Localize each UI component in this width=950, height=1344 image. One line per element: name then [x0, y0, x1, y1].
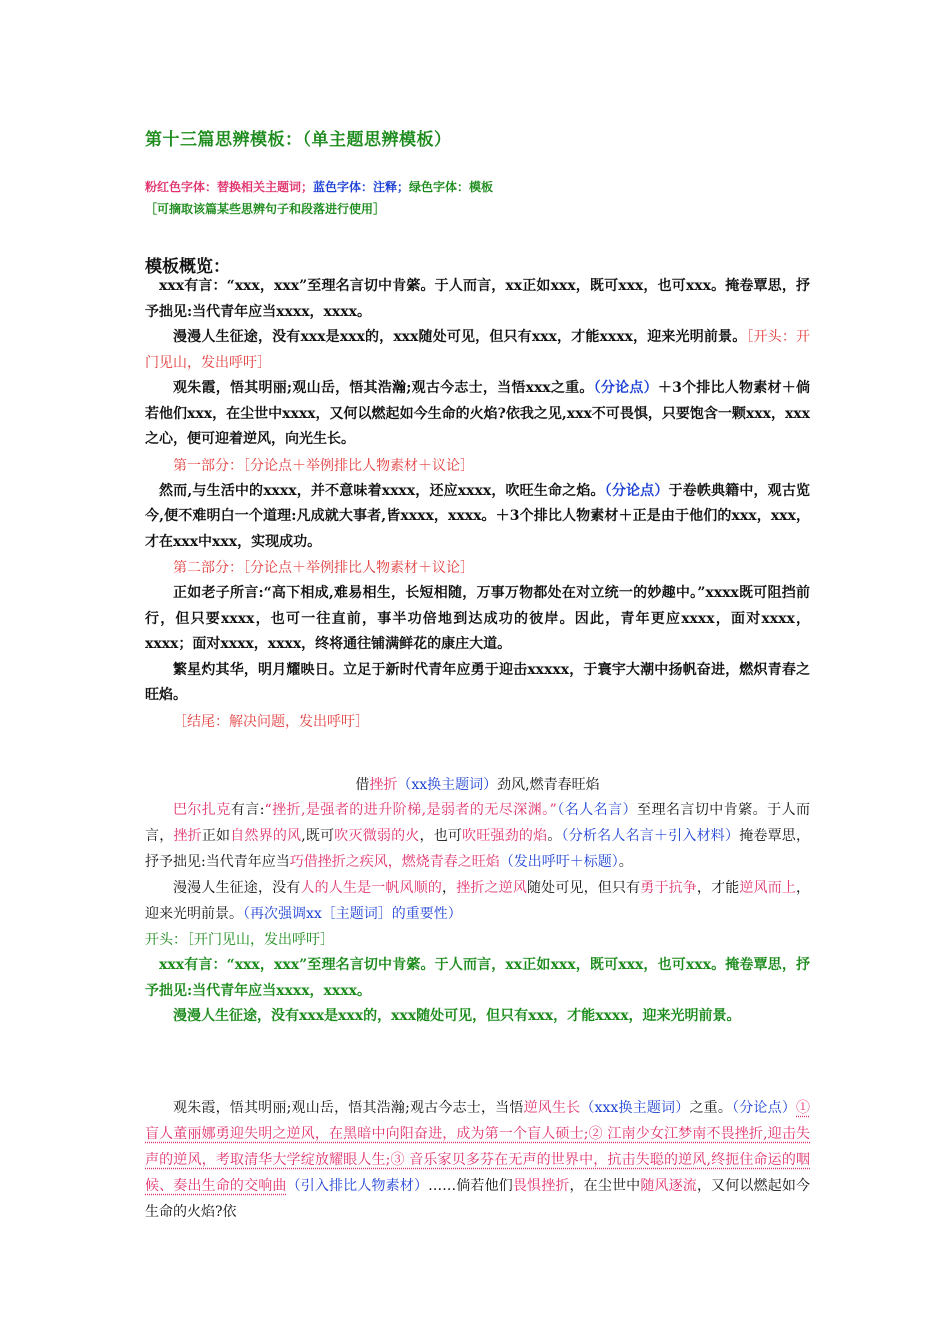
e2-t4: ，才能	[696, 880, 740, 896]
example-p2	[145, 875, 810, 927]
e1-t6: 。	[547, 828, 562, 844]
e1-t3: 正如	[201, 828, 231, 844]
overview-section	[145, 274, 810, 735]
e1-t4: ,既可	[301, 828, 335, 844]
overview-ending: ［结尾：解决问题，发出呼吁］	[173, 713, 369, 730]
e1-pink3: 挫折	[173, 828, 202, 844]
overview-p4-b: 于卷帙典籍中，观古览今,便不难明白一个道理:凡成就大事者,皆xxxx，xxxx。＋3个排比人物素材＋正是由于他们的xxx，xxx，才在xxx中xxx，实现成功。	[145, 482, 810, 550]
example-title	[145, 772, 810, 798]
overview-p1: xxx有言：“xxx，xxx”至理名言切中肯綮。于人而言，xx正如xxx，既可xxx，也可xxx。掩卷覃思，抒予拙见:当代青年应当xxxx，xxxx。	[145, 278, 810, 320]
e2-pink4: 逆风而上	[739, 880, 797, 896]
overview-p2-note: ［开头：开门见山，发出呼吁］	[145, 329, 811, 371]
example-p1	[145, 797, 810, 875]
e2-blue1: （再次强调xx［主题词］的重要性）	[243, 906, 462, 922]
e1-pink7: 巧借挫折之疾风，燃烧青春之旺焰	[289, 854, 500, 870]
e2-t5: ，迎来光明前景。	[145, 880, 811, 922]
overview-p3-note: （分论点）	[593, 380, 658, 396]
example-section	[145, 797, 810, 1030]
green-template-p2: 漫漫人生征途，没有xxx是xxx的，xxx随处可见，但只有xxx，才能xxxx，迎来光明前景。	[173, 1008, 741, 1024]
e1-t1: 有言:	[230, 802, 265, 818]
example-title-blue: （xx换主题词）	[397, 777, 498, 793]
e1-t7: 掩卷覃思，抒予拙见:当代青年应当	[145, 828, 810, 870]
e3-t3: ……倘若他们	[428, 1178, 513, 1194]
example-title-pink: 挫折	[369, 777, 398, 793]
example-section-2	[145, 1095, 810, 1225]
overview-p4-a: 然而,与生活中的xxxx，并不意味着xxxx，还应xxxx，吹旺生命之焰。	[159, 482, 605, 499]
overview-p6: 繁星灼其华，明月耀映日。立足于新时代青年应勇于迎击xxxxx，于寰宇大潮中扬帆奋进，燃炽青春之旺焰。	[145, 661, 810, 703]
overview-p3-b: ＋3个排比人物素材＋倘若他们xxx，在尘世中xxxx，又何以燃起如今生命的火焰?依我之见,xxx不可畏惧，只要饱含一颗xxx，xxx之心，便可迎着逆风，向光生长。	[145, 380, 811, 447]
color-legend	[145, 176, 810, 220]
legend-green: 绿色字体：模板	[409, 180, 494, 194]
overview-p4-note: （分论点）	[604, 482, 669, 499]
e1-t2: 至理名言切中肯綮。于人而言，	[145, 802, 811, 844]
legend-note: ［可摘取该篇某些思辨句子和段落进行使用］	[145, 202, 386, 216]
overview-heading: 模板概览：	[145, 257, 230, 277]
overview-p4	[145, 479, 810, 556]
e1-pink1: 巴尔扎克	[173, 802, 231, 818]
e1-t5: ，也可	[419, 828, 463, 844]
overview-p2-text: 漫漫人生征途，没有xxx是xxx的，xxx随处可见，但只有xxx，才能xxxx，迎来光明前景。	[173, 329, 747, 345]
example-title-b: 劲风,燃青春旺焰	[497, 777, 600, 793]
e3-t2: 之重。	[689, 1100, 733, 1116]
e2-t1: 漫漫人生征途，没有	[173, 880, 301, 896]
e1-blue3: （发出呼吁＋标题）	[499, 854, 619, 870]
example-p3	[145, 1095, 810, 1225]
overview-part2: 第二部分：［分论点＋举例排比人物素材＋议论］	[173, 560, 474, 576]
e1-t8: 。	[618, 854, 633, 870]
e1-pink6: 吹旺强劲的焰	[462, 828, 548, 844]
e3-pink2: ①盲人董丽娜勇迎失明之逆风，在黑暗中向阳奋进，成为第一个盲人硕士;② 江南少女江梦南不畏挫折,迎击失声的逆风，考取清华大学绽放耀眼人生;③ 音乐家贝多芬在无声的世界中，抗击失聪的逆风,终扼住命运的咽候、奏出生命的交响曲	[145, 1100, 811, 1194]
e2-t3: 随处可见，但只有	[527, 880, 641, 896]
e1-pink5: 吹灭微弱的火	[334, 828, 420, 844]
overview-p2	[145, 325, 810, 376]
e2-pink1: 人的人生是一帆风顺的	[300, 880, 443, 896]
overview-p3	[145, 376, 810, 453]
legend-pink: 粉红色字体：替换相关主题词；	[145, 180, 314, 194]
e3-blue1: （xxx换主题词）	[580, 1100, 690, 1116]
e3-t1: 观朱霞，悟其明丽;观山岳，悟其浩瀚;观古今志士，当悟	[173, 1100, 524, 1116]
e3-t4: ，在尘世中	[569, 1178, 641, 1194]
e1-blue1: （名人名言）	[556, 802, 637, 818]
e3-pink3: 畏惧挫折	[512, 1178, 570, 1194]
e1-blue2: （分析名人名言＋引入材料）	[561, 828, 740, 844]
overview-p3-a: 观朱霞，悟其明丽;观山岳，悟其浩瀚;观古今志士，当悟xxx之重。	[173, 380, 594, 396]
overview-p5: 正如老子所言:“高下相成,难易相生，长短相随，万事万物都处在对立统一的妙趣中。”xxxx既可阻挡前行，但只要xxxx，也可一往直前，事半功倍地到达成功的彼岸。因此，青年更应xxxx，面对xxxx，xxxx；面对xxxx，xxxx，终将通往铺满鲜花的康庄大道。	[145, 585, 810, 652]
legend-blue: 蓝色字体：注释；	[313, 180, 410, 194]
example-title-a: 借	[355, 777, 370, 793]
overview-part1: 第一部分：［分论点＋举例排比人物素材＋议论］	[173, 457, 474, 474]
green-template-p1: xxx有言：“xxx，xxx”至理名言切中肯綮。于人而言，xx正如xxx，既可xxx，也可xxx。掩卷覃思，抒予拙见:当代青年应当xxxx，xxxx。	[145, 957, 810, 999]
e3-pink1: 逆风生长	[523, 1100, 581, 1116]
e2-t2: ，	[442, 880, 457, 896]
e3-blue3: （引入排比人物素材）	[286, 1178, 429, 1194]
e1-pink2: “挫折,是强者的进升阶梯,是弱者的无尽深渊。”	[264, 802, 557, 818]
opening-label: 开头：［开门见山，发出呼吁］	[145, 932, 334, 948]
e2-pink3: 勇于抗争	[640, 880, 697, 896]
e3-blue2: （分论点）	[732, 1100, 797, 1116]
e2-pink2: 挫折之逆风	[456, 880, 527, 896]
document-title: 第十三篇思辨模板：（单主题思辨模板）	[145, 130, 452, 150]
e3-pink4: 随风逐流	[640, 1178, 697, 1194]
e3-t5: ，又何以燃起如今生命的火焰?依	[145, 1178, 811, 1220]
legend-line	[145, 176, 810, 198]
e1-pink4: 自然界的风	[230, 828, 302, 844]
